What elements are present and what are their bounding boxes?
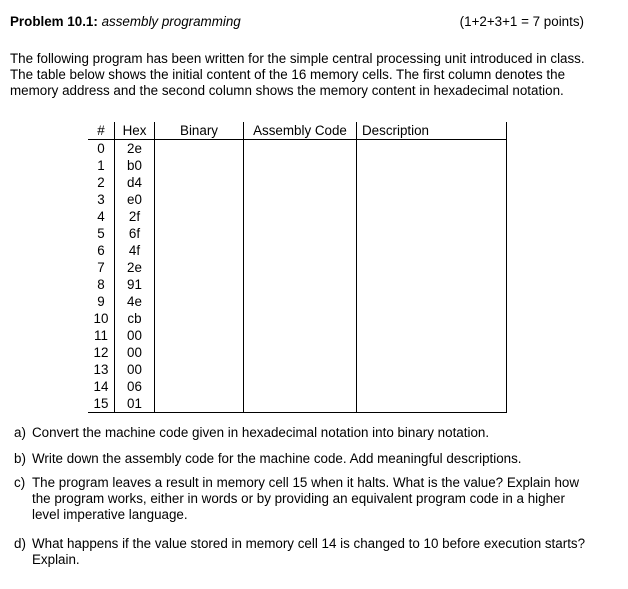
memory-binary-cell: [155, 140, 244, 158]
memory-description-cell: [357, 276, 507, 293]
memory-address: 10: [93, 311, 109, 326]
memory-row: [88, 344, 507, 361]
memory-binary-cell: [155, 191, 244, 208]
memory-assembly-cell: [244, 225, 357, 242]
memory-assembly-cell: [244, 259, 357, 276]
memory-binary-cell: [155, 327, 244, 344]
memory-description-cell: [357, 191, 507, 208]
memory-hex-value: 2e: [115, 259, 155, 276]
memory-address: 1: [97, 158, 105, 173]
memory-address: 2: [97, 175, 105, 190]
memory-description-cell: [357, 259, 507, 276]
memory-hex-value: 4e: [115, 293, 155, 310]
memory-address: 9: [97, 294, 105, 309]
memory-address: 11: [94, 328, 108, 343]
memory-address: 6: [97, 243, 105, 258]
memory-row: [88, 361, 507, 378]
memory-address: 0: [97, 141, 105, 156]
memory-hex-value: cb: [115, 310, 155, 327]
memory-row: [88, 208, 507, 225]
question-a-text: Convert the machine code given in hexadecimal notation into binary notation.: [32, 425, 490, 440]
problem-points: (1+2+3+1 = 7 points): [459, 14, 584, 29]
question-c-label: c): [14, 475, 26, 490]
memory-assembly-cell: [244, 310, 357, 327]
memory-row: [88, 174, 507, 191]
memory-binary-cell: [155, 310, 244, 327]
memory-assembly-cell: [244, 327, 357, 344]
memory-binary-cell: [155, 361, 244, 378]
memory-description-cell: [357, 395, 507, 413]
header-assembly: Assembly Code: [244, 122, 357, 140]
header-description: Description: [357, 122, 507, 140]
memory-address: 13: [93, 362, 109, 377]
memory-binary-cell: [155, 293, 244, 310]
question-b-label: b): [14, 451, 26, 466]
memory-description-cell: [357, 361, 507, 378]
memory-description-cell: [357, 378, 507, 395]
memory-description-cell: [357, 225, 507, 242]
memory-address: 7: [97, 260, 105, 275]
memory-binary-cell: [155, 344, 244, 361]
memory-table-body: [88, 140, 507, 413]
header-address: #: [88, 122, 115, 140]
memory-binary-cell: [155, 174, 244, 191]
memory-address: 15: [88, 395, 115, 413]
memory-binary-cell: [155, 259, 244, 276]
memory-hex-value: 4f: [115, 242, 155, 259]
memory-address: 3: [97, 192, 105, 207]
question-c: [14, 475, 589, 523]
header-binary: Binary: [155, 122, 244, 140]
problem-intro: The following program has been written for the simple central processing unit introduced in class. The table below shows the initial content of the 16 memory cells. The first column denotes the memory address and the second column shows the memory content in hexadecimal notation.: [10, 51, 585, 98]
memory-row: [88, 242, 507, 259]
memory-hex-value: 2f: [115, 208, 155, 225]
memory-row: [88, 140, 507, 158]
question-d-text: What happens if the value stored in memory cell 14 is changed to 10 before execution starts? Explain.: [32, 536, 586, 567]
memory-row: [88, 378, 507, 395]
memory-assembly-cell: [244, 395, 357, 413]
memory-assembly-cell: [244, 157, 357, 174]
memory-row: [88, 157, 507, 174]
memory-table-header-row: [88, 122, 507, 140]
memory-binary-cell: [155, 225, 244, 242]
memory-description-cell: [357, 327, 507, 344]
question-c-text: The program leaves a result in memory cell 15 when it halts. What is the value? Explain how the program works, either in words or by providing an equivalent program code in a higher level imperative language.: [32, 475, 580, 522]
memory-binary-cell: [155, 242, 244, 259]
question-d: [14, 536, 589, 568]
memory-hex-value: b0: [115, 157, 155, 174]
memory-assembly-cell: [244, 344, 357, 361]
question-d-label: d): [14, 536, 26, 551]
memory-table: [88, 122, 507, 413]
question-b-text: Write down the assembly code for the machine code. Add meaningful descriptions.: [32, 451, 522, 466]
memory-assembly-cell: [244, 293, 357, 310]
header-hex: Hex: [115, 122, 155, 140]
memory-binary-cell: [155, 395, 244, 413]
memory-hex-value: 01: [115, 395, 155, 413]
memory-description-cell: [357, 174, 507, 191]
memory-assembly-cell: [244, 174, 357, 191]
memory-row: [88, 225, 507, 242]
memory-address: 8: [97, 277, 105, 292]
memory-hex-value: d4: [115, 174, 155, 191]
problem-label: Problem 10.1:: [10, 14, 98, 29]
memory-binary-cell: [155, 276, 244, 293]
question-list: [14, 425, 589, 568]
memory-address: 4: [97, 209, 105, 224]
memory-address: 5: [97, 226, 105, 241]
memory-description-cell: [357, 310, 507, 327]
problem-title: [10, 14, 241, 29]
memory-hex-value: e0: [115, 191, 155, 208]
memory-description-cell: [357, 157, 507, 174]
memory-hex-value: 00: [115, 344, 155, 361]
problem-header: [10, 14, 618, 34]
memory-binary-cell: [155, 378, 244, 395]
memory-address: 12: [93, 345, 109, 360]
memory-row: [88, 259, 507, 276]
memory-hex-value: 6f: [115, 225, 155, 242]
memory-hex-value: 06: [115, 378, 155, 395]
memory-hex-value: 91: [115, 276, 155, 293]
memory-address: 14: [93, 379, 109, 394]
memory-description-cell: [357, 344, 507, 361]
question-a-label: a): [14, 425, 26, 440]
memory-assembly-cell: [244, 378, 357, 395]
problem-topic: assembly programming: [101, 14, 241, 29]
memory-binary-cell: [155, 208, 244, 225]
memory-description-cell: [357, 293, 507, 310]
memory-hex-value: 00: [115, 327, 155, 344]
memory-assembly-cell: [244, 242, 357, 259]
memory-hex-value: 00: [115, 361, 155, 378]
memory-assembly-cell: [244, 191, 357, 208]
memory-description-cell: [357, 208, 507, 225]
memory-row: [88, 327, 507, 344]
question-a: [14, 425, 589, 441]
memory-description-cell: [357, 140, 507, 158]
memory-assembly-cell: [244, 208, 357, 225]
question-b: [14, 451, 589, 467]
memory-row: [88, 395, 507, 413]
memory-assembly-cell: [244, 140, 357, 158]
memory-assembly-cell: [244, 361, 357, 378]
memory-description-cell: [357, 242, 507, 259]
memory-assembly-cell: [244, 276, 357, 293]
memory-row: [88, 191, 507, 208]
memory-hex-value: 2e: [115, 140, 155, 158]
memory-row: [88, 310, 507, 327]
memory-binary-cell: [155, 157, 244, 174]
memory-row: [88, 293, 507, 310]
memory-row: [88, 276, 507, 293]
